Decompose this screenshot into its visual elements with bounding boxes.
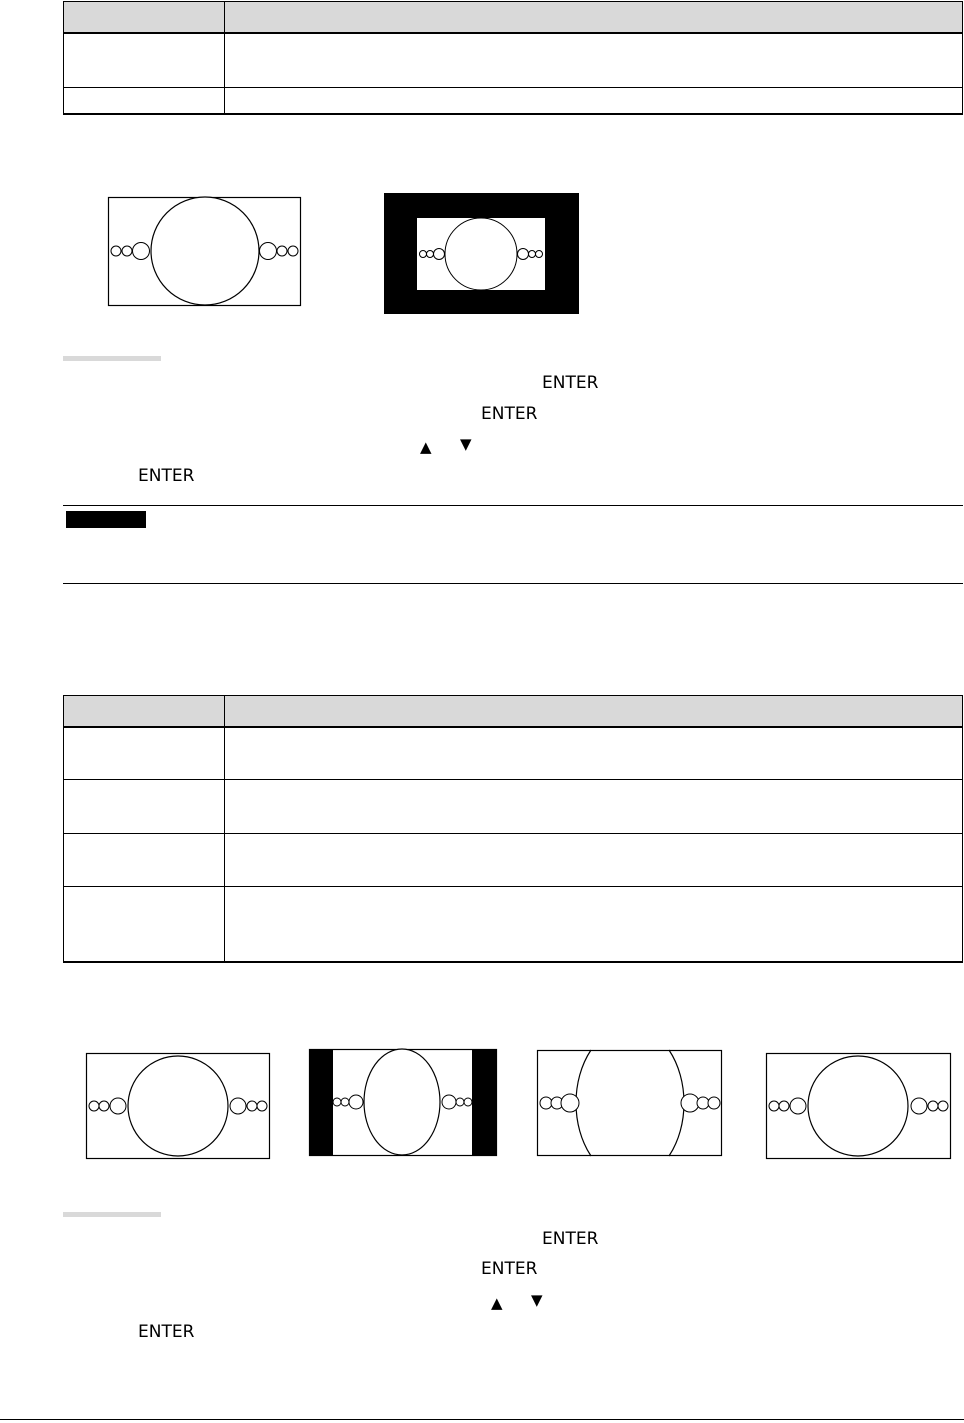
table-cell xyxy=(64,833,225,886)
enter-key-label: ENTER xyxy=(138,466,195,486)
table-row xyxy=(64,886,963,962)
table-cell xyxy=(64,886,225,962)
note-badge xyxy=(66,511,146,528)
table-cell xyxy=(64,87,225,114)
procedure-heading-rule xyxy=(63,1212,161,1217)
table-header-cell xyxy=(64,2,225,34)
screen-illustration-pillarbox xyxy=(309,1049,497,1156)
table-header-row xyxy=(64,2,963,34)
table-cell xyxy=(64,727,225,779)
table-header-cell xyxy=(64,696,225,728)
table-cell xyxy=(225,779,963,833)
table-cell xyxy=(225,833,963,886)
table-cell xyxy=(225,886,963,962)
screen-illustration-full-stretch xyxy=(537,1050,722,1156)
enter-key-label: ENTER xyxy=(481,404,538,424)
note-bottom-rule xyxy=(63,583,963,584)
enter-key-label: ENTER xyxy=(138,1322,195,1342)
table-header-cell xyxy=(225,696,963,728)
screen-illustration-normal xyxy=(86,1053,270,1159)
table-cell xyxy=(225,727,963,779)
procedure-heading-rule xyxy=(63,356,161,361)
enter-key-label: ENTER xyxy=(542,373,599,393)
page-bottom-rule xyxy=(0,1419,964,1420)
table-row xyxy=(64,779,963,833)
enter-key-label: ENTER xyxy=(481,1259,538,1279)
screen-illustration-dot-by-dot xyxy=(384,193,579,314)
table-header-row xyxy=(64,696,963,728)
screen-illustration-aspect xyxy=(766,1053,951,1159)
up-arrow-icon: ▲ xyxy=(491,1294,503,1312)
up-arrow-icon: ▲ xyxy=(420,438,432,456)
down-arrow-icon: ▼ xyxy=(531,1291,543,1309)
screen-illustration-full xyxy=(108,197,301,307)
table-cell xyxy=(64,779,225,833)
table-row xyxy=(64,833,963,886)
table-row xyxy=(64,87,963,114)
table-row xyxy=(64,33,963,87)
note-top-rule xyxy=(63,505,963,506)
table-cell xyxy=(225,87,963,114)
table-cell xyxy=(64,33,225,87)
table-row xyxy=(64,727,963,779)
enter-key-label: ENTER xyxy=(542,1229,599,1249)
down-arrow-icon: ▼ xyxy=(460,435,472,453)
settings-table-2 xyxy=(63,695,963,963)
table-header-cell xyxy=(225,2,963,34)
settings-table-1 xyxy=(63,1,963,115)
table-cell xyxy=(225,33,963,87)
